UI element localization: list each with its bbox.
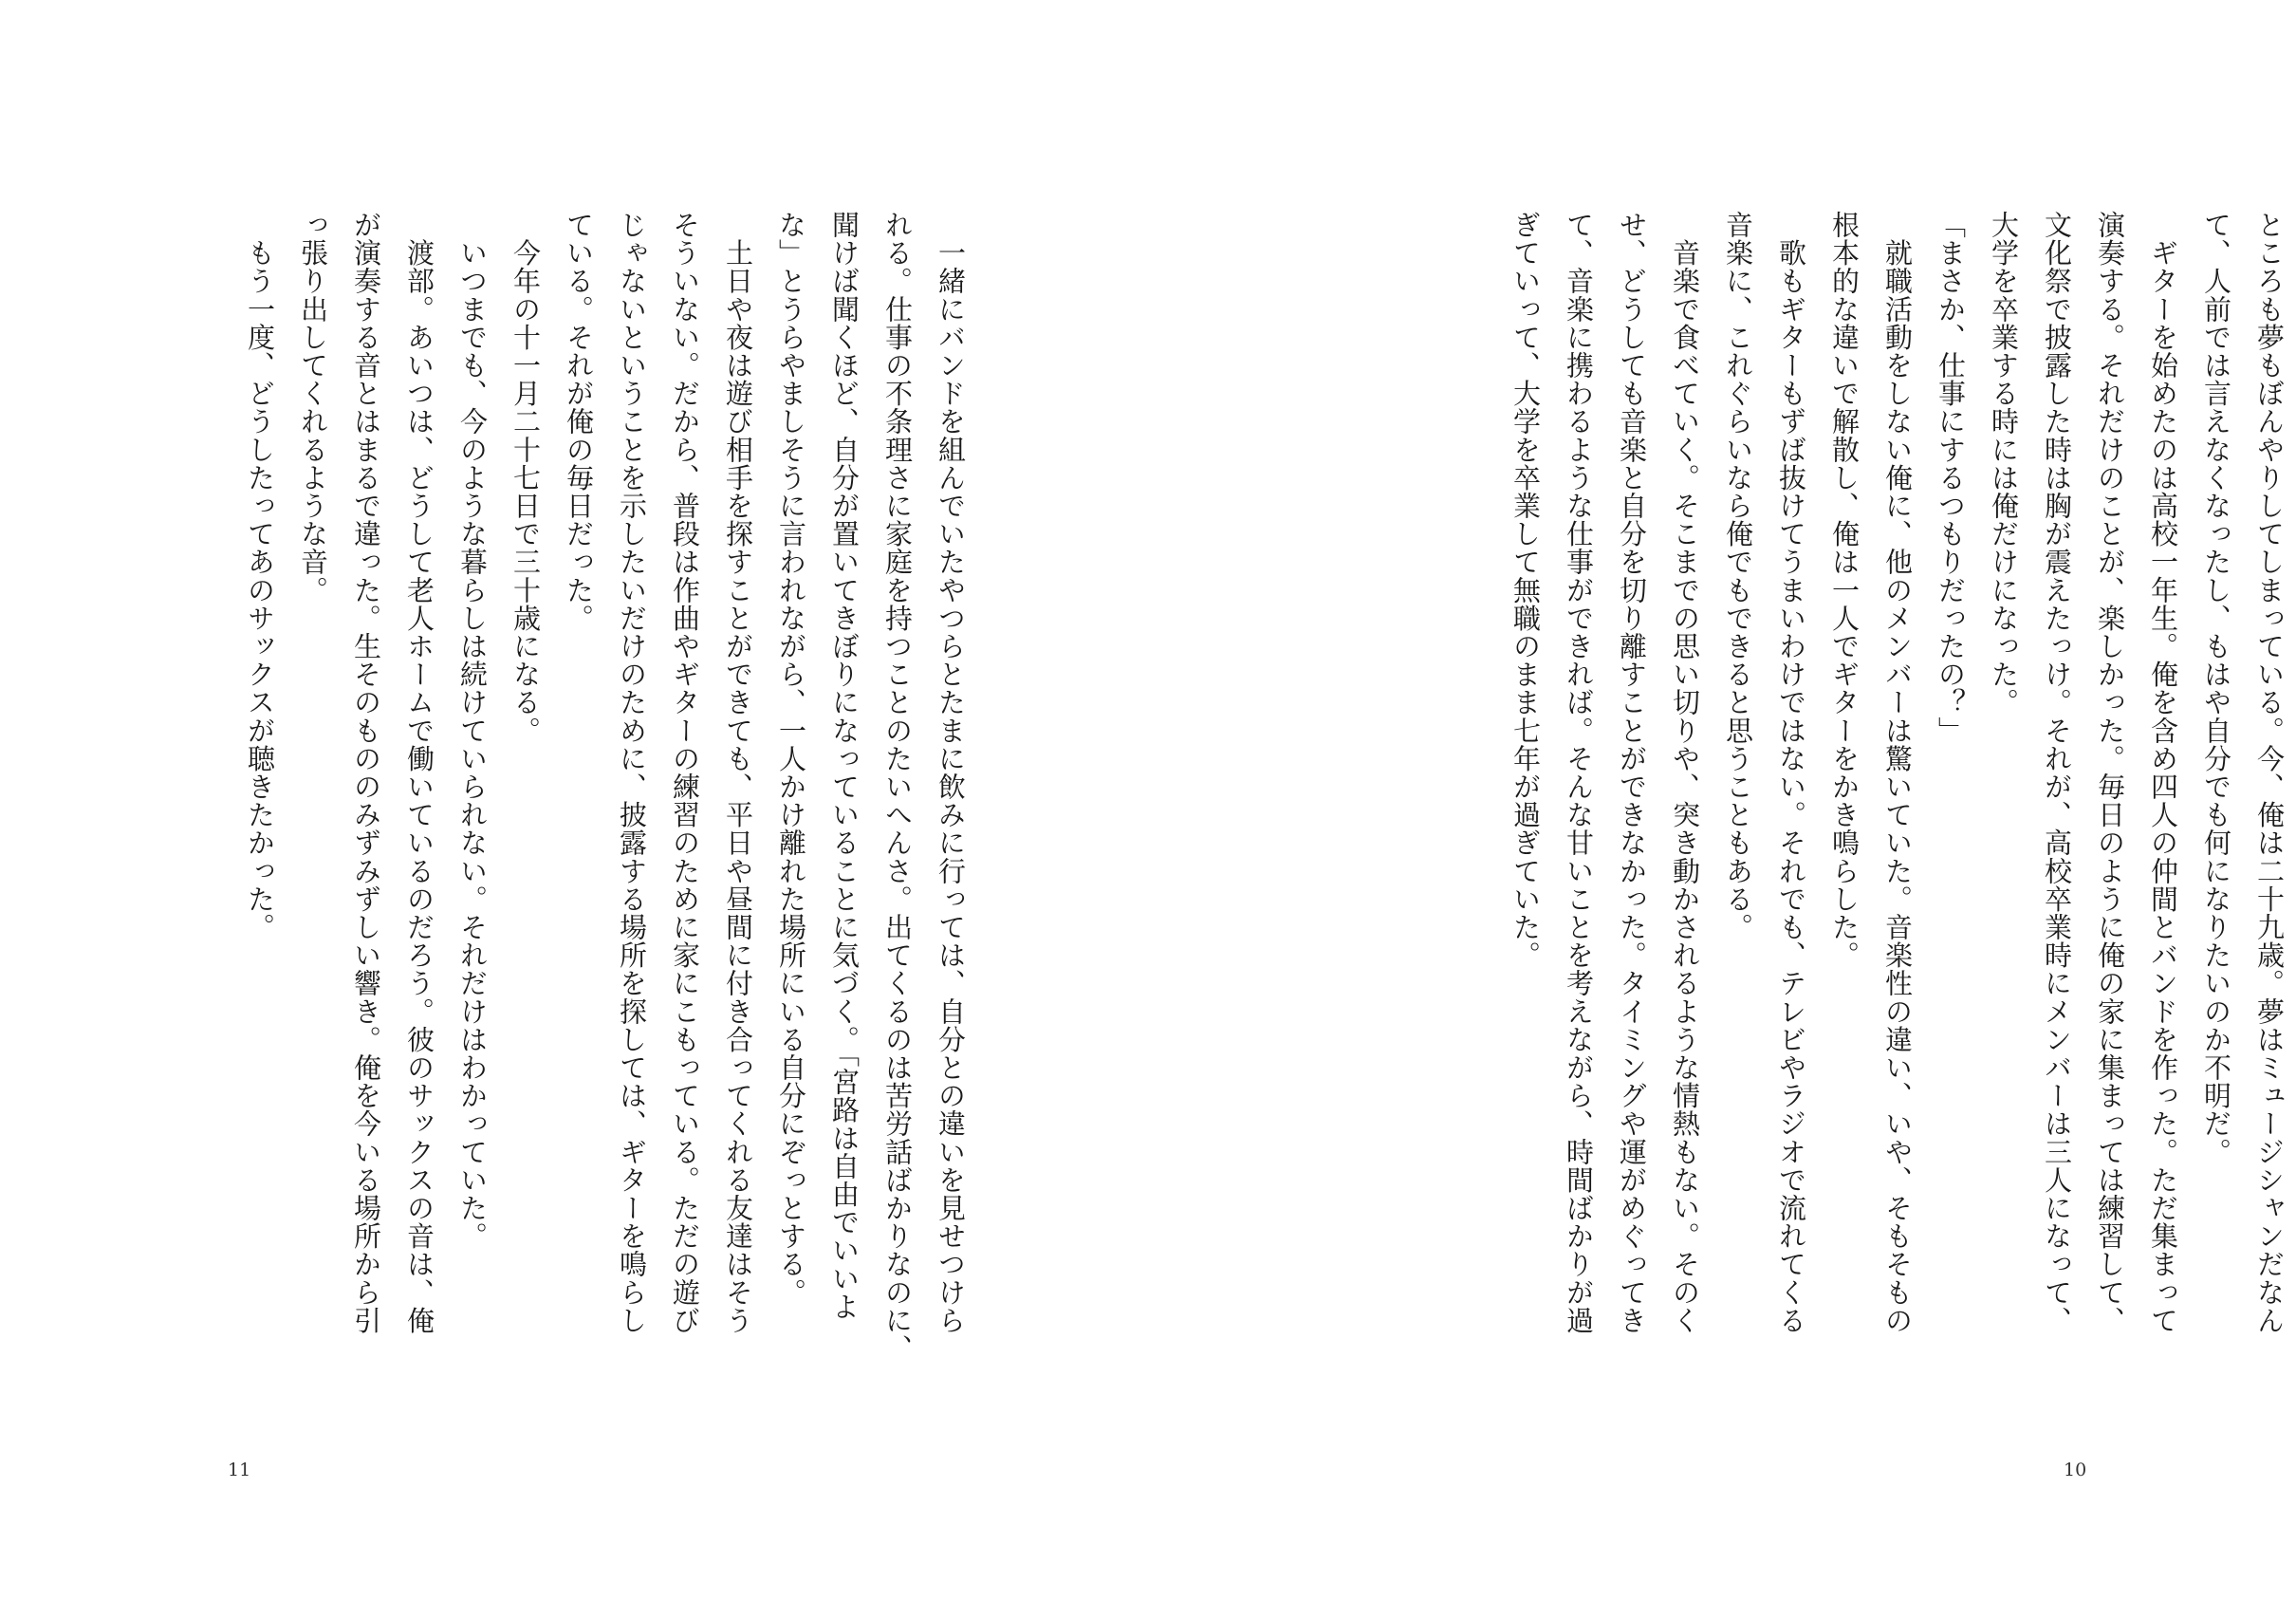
body-line: 渡部。あいつは、どうして老人ホームで働いているのだろう。彼のサックスの音は、俺	[403, 211, 435, 1334]
body-line: 「まさか、仕事にするつもりだったの？」	[1935, 211, 1967, 745]
right-page	[1139, 0, 2286, 1600]
body-line: ぎていって、大学を卒業して無職のまま七年が過ぎていた。	[1509, 211, 1542, 970]
body-line: 聞けば聞くほど、自分が置いてきぼりになっていることに気づく。「宮路は自由でいいよ	[828, 211, 861, 1321]
body-line: もう一度、どうしたってあのサックスが聴きたかった。	[244, 211, 276, 941]
body-line: 音楽に、これぐらいなら俺でもできると思うこともある。	[1722, 211, 1754, 941]
body-line: そういない。だから、普段は作曲やギターの練習のために家にこもっている。ただの遊び	[669, 211, 701, 1334]
body-line: 歌もギターもずば抜けてうまいわけではない。それでも、テレビやラジオで流れてくる	[1775, 211, 1807, 1334]
left-page-body	[228, 211, 977, 1416]
page-number: 11	[228, 1460, 251, 1480]
body-line: な」とうらやましそうに言われながら、一人かけ離れた場所にいる自分にぞっとする。	[775, 211, 807, 1307]
body-line: ている。それが俺の毎日だった。	[563, 211, 595, 632]
page-number: 10	[2064, 1460, 2087, 1480]
body-line: せ、どうしても音楽と自分を切り離すことができなかった。タイミングや運がめぐってき	[1616, 211, 1648, 1334]
body-line: れる。仕事の不条理さに家庭を持つことのたいへんさ。出てくるのは苦労話ばかりなのに、	[881, 211, 914, 1363]
body-line: 一緒にバンドを組んでいたやつらとたまに飲みに行っては、自分との違いを見せつけら	[935, 211, 967, 1334]
body-line: っ張り出してくれるような音。	[297, 211, 329, 605]
body-line: 根本的な違いで解散し、俺は一人でギターをかき鳴らした。	[1828, 211, 1861, 970]
body-line: が演奏する音とはまるで違った。生そのもののみずみずしい響き。俺を今いる場所から引	[350, 211, 382, 1334]
body-line: て、音楽に携わるような仕事ができれば。そんな甘いことを考えながら、時間ばかりが過	[1563, 211, 1595, 1334]
body-line: 大学を卒業する時には俺だけになった。	[1988, 211, 2020, 716]
body-line: 就職活動をしない俺に、他のメンバーは驚いていた。音楽性の違い、いや、そもそもの	[1881, 211, 1914, 1334]
right-page-body	[1509, 211, 2296, 1416]
body-line: 音楽で食べていく。そこまでの思い切りや、突き動かされるような情熱もない。そのく	[1669, 211, 1701, 1334]
left-page	[0, 0, 1139, 1600]
body-line: 土日や夜は遊び相手を探すことができても、平日や昼間に付き合ってくれる友達はそう	[722, 211, 754, 1334]
body-line: 演奏する。それだけのことが、楽しかった。毎日のように俺の家に集まっては練習して、	[2094, 211, 2126, 1334]
body-line: 今年の十一月二十七日で三十歳になる。	[509, 211, 542, 745]
body-line: いつまでも、今のような暮らしは続けていられない。それだけはわかっていた。	[456, 211, 489, 1251]
body-line: じゃないということを示したいだけのために、披露する場所を探しては、ギターを鳴らし	[616, 211, 648, 1334]
body-line: て、人前では言えなくなったし、もはや自分でも何になりたいのか不明だ。	[2200, 211, 2232, 1166]
body-line: ギターを始めたのは高校一年生。俺を含め四人の仲間とバンドを作った。ただ集まって	[2147, 211, 2179, 1334]
body-line: 文化祭で披露した時は胸が震えたっけ。それが、高校卒業時にメンバーは三人になって、	[2041, 211, 2073, 1334]
body-line: ところも夢もぼんやりしてしまっている。今、俺は二十九歳。夢はミュージシャンだなん	[2253, 211, 2286, 1334]
